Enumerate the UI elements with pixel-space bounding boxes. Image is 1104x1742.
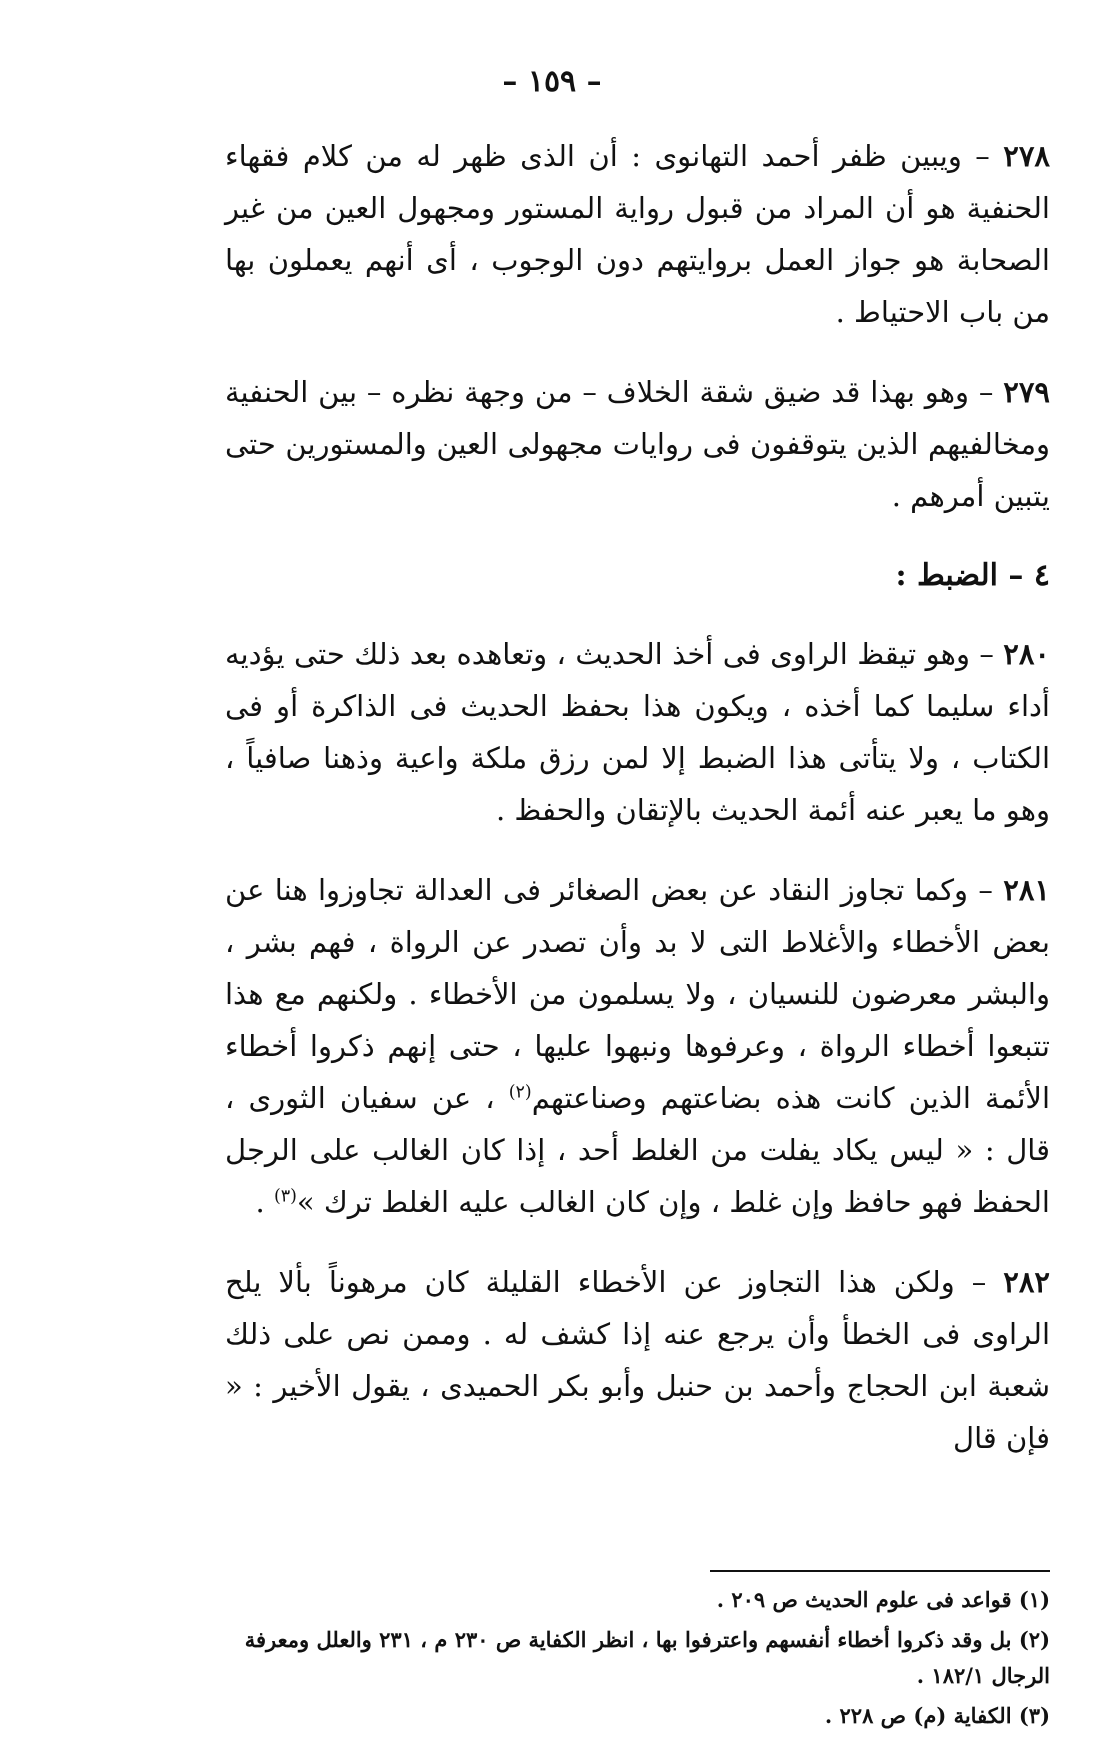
paragraph-280 [225,628,1050,836]
paragraph-278 [225,130,1050,338]
paragraph-text: ، عن سفيان الثورى ، قال : « ليس يكاد يفلت من الغلط أحد ، إذا كان الغالب على الرجل الحفظ فهو حافظ وإن غلط ، وإن كان الغالب عليه الغلط ترك » [225,1081,1050,1219]
paragraph-text: – وهو تيقظ الراوى فى أخذ الحديث ، وتعاهده بعد ذلك حتى يؤديه أداء سليما كما أخذه ، ويكون هذا بحفظ الحديث فى الذاكرة أو فى الكتاب ، ولا يتأتى هذا الضبط إلا لمن رزق ملكة واعية وذهنا صافياً ، وهو ما يعبر عنه أئمة الحديث بالإتقان والحفظ . [225,637,1050,827]
paragraph-282 [225,1256,1050,1464]
paragraph-279 [225,366,1050,522]
paragraph-number: ٢٧٩ [1003,375,1050,409]
paragraph-text: – وكما تجاوز النقاد عن بعض الصغائر فى العدالة تجاوزوا هنا عن بعض الأخطاء والأغلاط التى لا بد وأن تصدر عن الرواة ، فهم بشر ، والبشر معرضون للنسيان ، ولا يسلمون من الأخطاء . ولكنهم مع هذا تتبعوا أخطاء الرواة ، وعرفوها ونبهوا عليها ، حتى إنهم ذكروا أخطاء الأئمة الذين كانت هذه بضاعتهم وصناعتهم [225,873,1051,1115]
footnote-3: (٣) الكفاية (م) ص ٢٢٨ . [824,1703,1050,1728]
footnote-2: (٢) بل وقد ذكروا أخطاء أنفسهم واعترفوا بها ، انظر الكفاية ص ٢٣٠ م ، ٢٣١ والعلل ومعرفة الرجال ١٨٢/١ . [244,1627,1050,1688]
paragraph-text: – وهو بهذا قد ضيق شقة الخلاف – من وجهة نظره – بين الحنفية ومخالفيهم الذين يتوقفون فى روايات مجهولى العين والمستورين حتى يتبين أمرهم . [225,375,1050,513]
paragraph-number: ٢٨٢ [1003,1265,1050,1299]
footnote-ref-2: (٢) [508,1082,532,1103]
footnotes [225,1582,1050,1738]
paragraph-number: ٢٧٨ [1003,139,1050,173]
paragraph-text: – ولكن هذا التجاوز عن الأخطاء القليلة كان مرهوناً بألا يلح الراوى فى الخطأ وأن يرجع عنه إذا كشف له . وممن نص على ذلك شعبة ابن الحجاج وأحمد بن حنبل وأبو بكر الحميدى ، يقول الأخير : « فإن قال [225,1265,1050,1455]
paragraph-281 [225,864,1050,1228]
paragraph-number: ٢٨٠ [1003,637,1050,671]
footnote-1: (١) قواعد فى علوم الحديث ص ٢٠٩ . [716,1587,1050,1612]
paragraph-text: . [255,1185,274,1219]
footnote-ref-3: (٣) [273,1186,297,1207]
main-text [225,130,1050,1492]
page-number: – ١٥٩ – [502,64,602,99]
paragraph-number: ٢٨١ [1003,873,1050,907]
footnote-divider [710,1570,1050,1572]
section-heading: ٤ – الضبط : [895,558,1050,593]
paragraph-text: – ويبين ظفر أحمد التهانوى : أن الذى ظهر له من كلام فقهاء الحنفية هو أن المراد من قبول رواية المستور ومجهول العين من غير الصحابة هو جواز العمل بروايتهم دون الوجوب ، أى أنهم يعملون بها من باب الاحتياط . [225,139,1050,329]
